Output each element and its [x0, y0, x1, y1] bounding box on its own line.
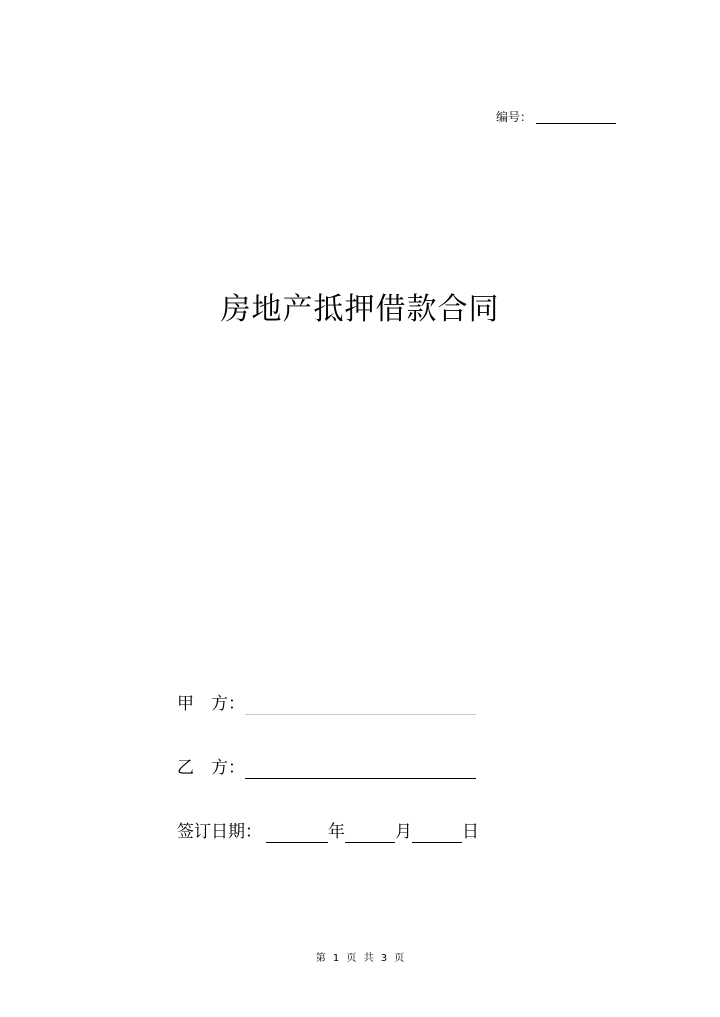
party-b-blank	[245, 764, 476, 779]
year-blank	[266, 828, 328, 843]
party-b-field	[177, 757, 476, 779]
signing-date-label: 签订日期：	[177, 822, 262, 842]
month-unit: 月	[395, 822, 412, 842]
month-blank	[345, 828, 395, 843]
signing-date-field	[177, 821, 479, 843]
party-a-label: 甲 方：	[177, 694, 245, 714]
contract-number-blank	[536, 111, 616, 124]
party-a-field	[177, 693, 476, 715]
day-blank	[412, 828, 462, 843]
document-title: 房地产抵押借款合同	[220, 292, 500, 327]
party-b-label: 乙 方：	[177, 758, 245, 778]
day-unit: 日	[462, 822, 479, 842]
contract-number-label: 编号：	[496, 110, 533, 124]
contract-number-field	[496, 110, 616, 124]
year-unit: 年	[328, 822, 345, 842]
party-a-blank	[245, 700, 476, 715]
page-footer: 第 1 页 共 3 页	[315, 953, 405, 964]
